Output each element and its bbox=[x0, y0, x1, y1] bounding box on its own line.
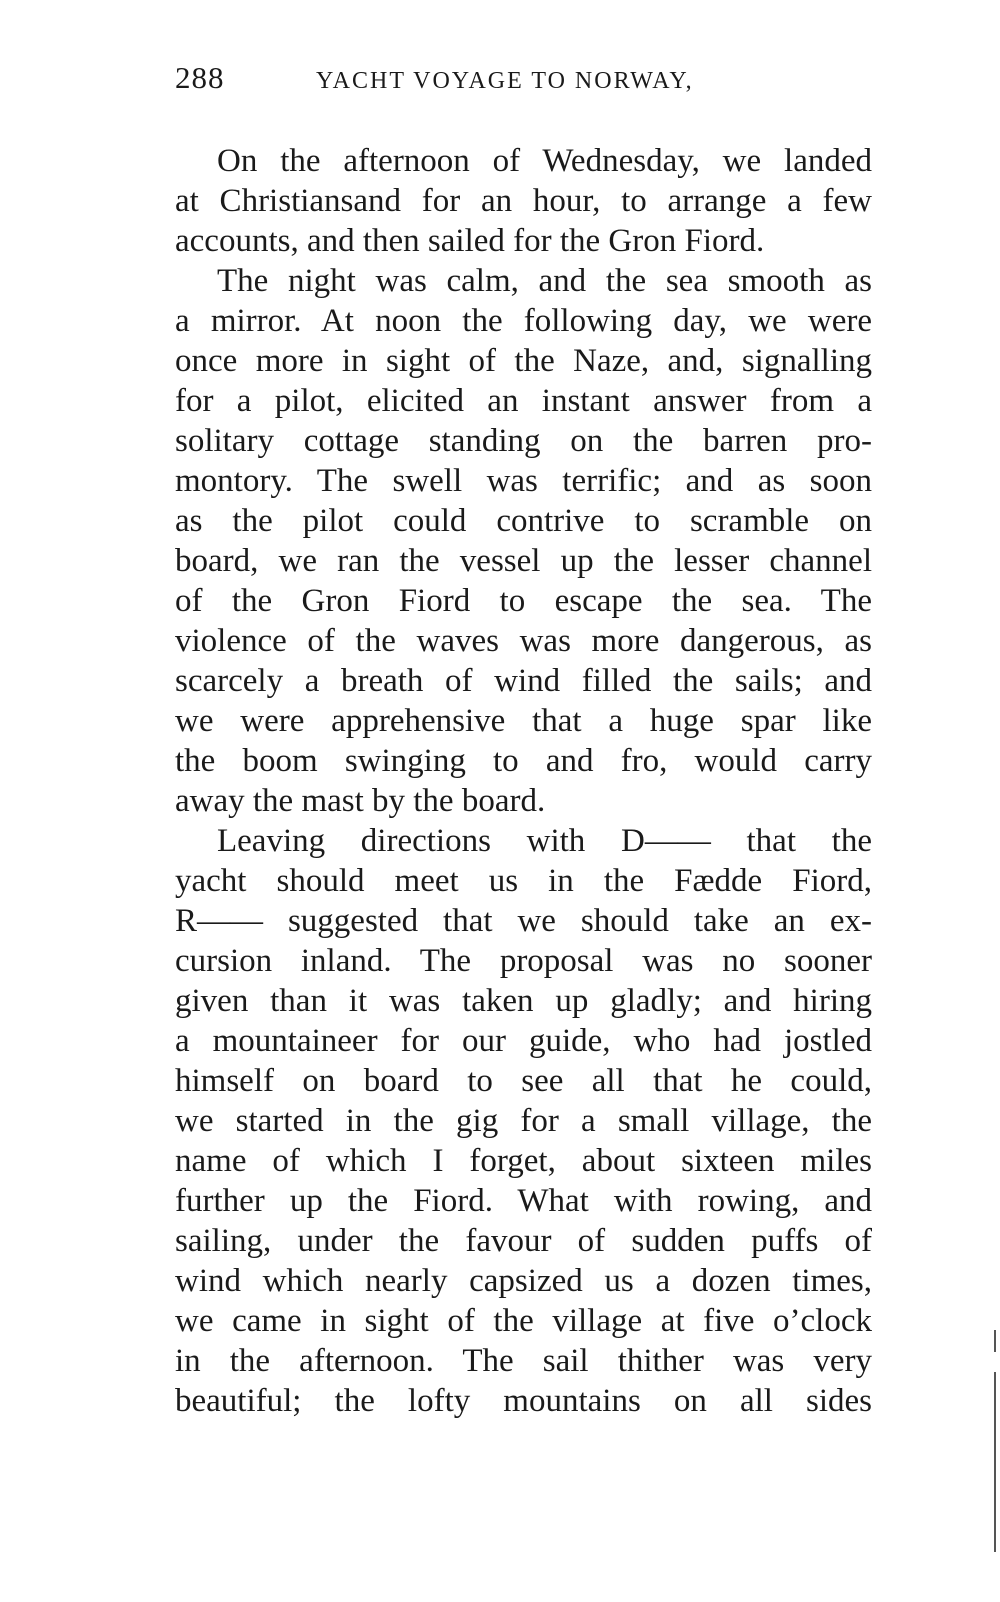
text-line: solitary cottage standing on the barren pro- bbox=[175, 423, 872, 459]
text-line: a mountaineer for our guide, who had jostled bbox=[175, 1023, 872, 1059]
text-line: himself on board to see all that he could, bbox=[175, 1063, 872, 1099]
text-line: we started in the gig for a small village, the bbox=[175, 1103, 872, 1139]
text-line: yacht should meet us in the Fædde Fiord, bbox=[175, 863, 872, 899]
text-line: beautiful; the lofty mountains on all sides bbox=[175, 1383, 872, 1419]
text-line: R—— suggested that we should take an ex- bbox=[175, 903, 872, 939]
running-header bbox=[175, 58, 875, 98]
text-line: given than it was taken up gladly; and hiring bbox=[175, 983, 872, 1019]
scan-edge-mark bbox=[994, 1330, 996, 1352]
text-line: The night was calm, and the sea smooth as bbox=[217, 263, 872, 299]
text-line: away the mast by the board. bbox=[175, 783, 546, 819]
text-line: of the Gron Fiord to escape the sea. The bbox=[175, 583, 872, 619]
text-line: once more in sight of the Naze, and, signalling bbox=[175, 343, 872, 379]
text-line: scarcely a breath of wind filled the sails; and bbox=[175, 663, 872, 699]
text-line: we were apprehensive that a huge spar like bbox=[175, 703, 872, 739]
text-line: board, we ran the vessel up the lesser channel bbox=[175, 543, 872, 579]
text-line: On the afternoon of Wednesday, we landed bbox=[217, 143, 872, 179]
scan-edge-mark bbox=[994, 1372, 996, 1552]
text-line: name of which I forget, about sixteen miles bbox=[175, 1143, 872, 1179]
text-line: for a pilot, elicited an instant answer from a bbox=[175, 383, 872, 419]
running-title: YACHT VOYAGE TO NORWAY, bbox=[316, 68, 694, 94]
paragraph-3 bbox=[175, 821, 872, 1421]
paragraph-2 bbox=[175, 261, 872, 821]
text-line: cursion inland. The proposal was no sooner bbox=[175, 943, 872, 979]
text-line: in the afternoon. The sail thither was very bbox=[175, 1343, 872, 1379]
text-line: sailing, under the favour of sudden puffs of bbox=[175, 1223, 872, 1259]
body-text bbox=[175, 141, 872, 1421]
text-line: a mirror. At noon the following day, we were bbox=[175, 303, 872, 339]
text-line: montory. The swell was terrific; and as soon bbox=[175, 463, 872, 499]
paragraph-1 bbox=[175, 141, 872, 261]
text-line: accounts, and then sailed for the Gron Fiord. bbox=[175, 223, 765, 259]
text-line: as the pilot could contrive to scramble on bbox=[175, 503, 872, 539]
page-number: 288 bbox=[175, 60, 225, 95]
text-line: violence of the waves was more dangerous, as bbox=[175, 623, 872, 659]
text-line: we came in sight of the village at five o’clock bbox=[175, 1303, 872, 1339]
text-line: at Christiansand for an hour, to arrange a few bbox=[175, 183, 872, 219]
text-line: the boom swinging to and fro, would carry bbox=[175, 743, 872, 779]
text-line: wind which nearly capsized us a dozen times, bbox=[175, 1263, 872, 1299]
text-line: Leaving directions with D—— that the bbox=[217, 823, 872, 859]
text-line: further up the Fiord. What with rowing, and bbox=[175, 1183, 872, 1219]
